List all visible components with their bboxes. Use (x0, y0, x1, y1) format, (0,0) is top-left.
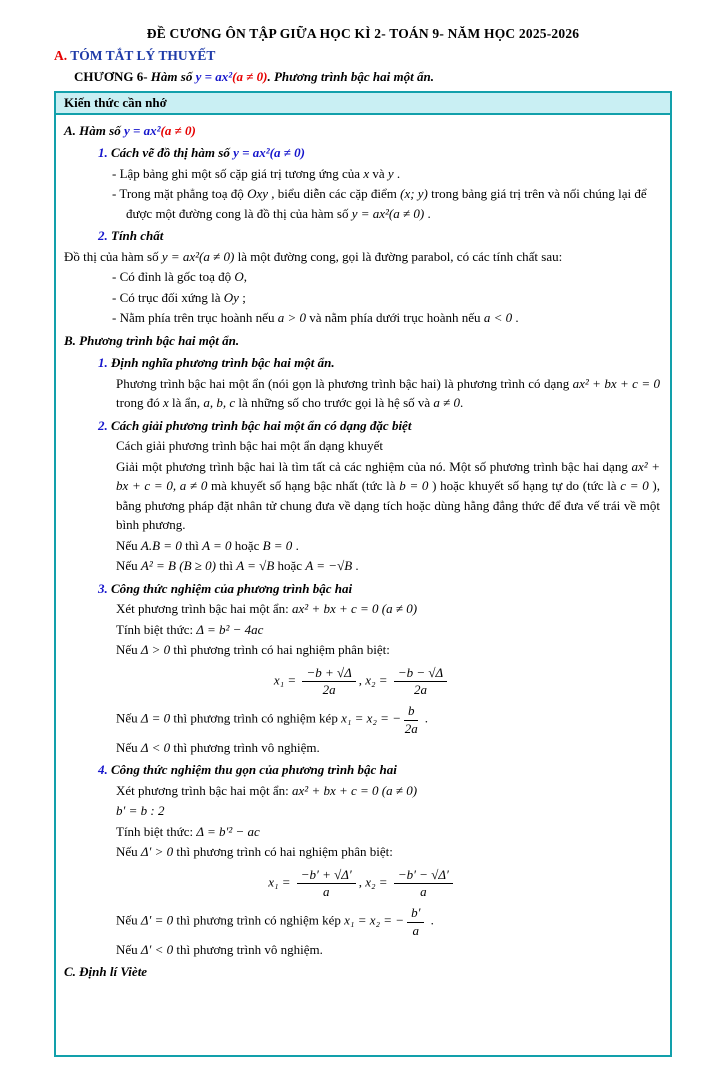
text-run: và (369, 165, 388, 181)
text-run: 3. (98, 580, 108, 596)
text-run: thì phương trình vô nghiệm. (173, 941, 323, 957)
paragraph (64, 703, 660, 737)
text-run: CHƯƠNG 6- (74, 69, 151, 85)
text-run: O (234, 269, 244, 285)
text-run: Oxy (247, 186, 268, 202)
text-run: . (424, 205, 431, 221)
formula-line (64, 801, 660, 821)
text-run: Nếu (116, 537, 141, 553)
bullet-item (64, 267, 660, 287)
fraction: $\frac{-b' + √\Delta'}{a}$ (297, 867, 356, 901)
paragraph (64, 436, 660, 456)
text-run: Δ′ < 0 (140, 941, 174, 957)
item-heading (64, 226, 660, 246)
text-run: . Phương trình bậc hai một ẩn. (267, 69, 434, 85)
text-run: y (387, 165, 394, 181)
text-run: hoặc (231, 537, 263, 553)
formula-line (64, 822, 660, 842)
text-run: Đồ thị của hàm số (64, 248, 162, 264)
text-run: Cách vẽ đồ thị hàm số (107, 145, 234, 161)
text-run: (a ≠ 0) (160, 122, 196, 138)
bullet-item (64, 308, 660, 328)
text-run: thì phương trình có nghiệm kép (173, 912, 345, 928)
text-run: Nếu (116, 844, 141, 860)
text-run: , x₂ = (358, 672, 391, 688)
text-run: Nếu (116, 739, 141, 755)
text-run: x₁ = x₂ = − (341, 710, 401, 726)
text-run: Xét phương trình bậc hai một ẩn: (116, 782, 293, 798)
text-run: - Nằm phía trên trục hoành nếu (112, 310, 278, 326)
text-run: ax² + bx + c = 0, a ≠ 0 (116, 458, 660, 494)
item-heading (64, 760, 660, 780)
text-run: Nếu (116, 941, 141, 957)
fraction: $\frac{-b + √\Delta}{2a}$ (302, 665, 355, 699)
paragraph (64, 599, 660, 619)
text-run: A = −√B (305, 558, 353, 574)
viete-section-heading (64, 962, 660, 982)
text-run: là ẩn, (168, 395, 204, 411)
text-run: , x₂ = (358, 874, 391, 890)
formula-row (64, 867, 660, 901)
text-run: Xét phương trình bậc hai một ẩn: (116, 601, 293, 617)
text-run: x₁ = (273, 672, 300, 688)
text-run: Công thức nghiệm của phương trình bậc hai (107, 580, 353, 596)
text-run: Công thức nghiệm thu gọn của phương trình bậc hai (107, 762, 397, 778)
text-run: A² = B (140, 558, 176, 574)
section-a-heading (54, 46, 672, 66)
knowledge-box-header: Kiến thức cần nhớ (56, 93, 670, 115)
text-run: hoặc (274, 558, 306, 574)
text-run: C. Định lí Viète (64, 964, 148, 980)
text-run: y = ax² (123, 122, 161, 138)
text-run: , biểu diễn các cặp điểm (268, 186, 401, 202)
fraction: $\frac{-b' - √\Delta'}{a}$ (394, 867, 453, 901)
text-run: Oy (223, 289, 239, 305)
quadratic-section-heading (64, 331, 660, 351)
text-run: trong bảng giá trị trên và nối chúng lại để được một đường cong là đồ thị của hàm số (126, 186, 647, 221)
bullet-item (64, 288, 660, 308)
paragraph (64, 781, 660, 801)
text-run: y = ax²(a ≠ 0) (351, 205, 425, 221)
text-run: . (460, 395, 464, 411)
text-run: a < 0 (483, 310, 513, 326)
text-run: Định nghĩa phương trình bậc hai một ẩn. (107, 355, 335, 371)
note-line (64, 536, 660, 556)
fraction: $\frac{b'}{a}$ (407, 905, 424, 939)
text-run: A. Hàm số (64, 122, 124, 138)
text-run: Δ′ > 0 (140, 844, 174, 860)
bullet-item (64, 164, 660, 184)
text-run: Nếu (116, 642, 141, 658)
text-run: TÓM TẮT LÝ THUYẾT (67, 48, 216, 63)
text-run: y = ax²(a ≠ 0) (161, 248, 235, 264)
text-run: Cách giải phương trình bậc hai một ẩn dạng khuyết (116, 438, 383, 454)
item-heading (64, 353, 660, 373)
fraction: $\frac{-b - √\Delta}{2a}$ (394, 665, 447, 699)
text-run: y = ax²(a ≠ 0) (233, 145, 305, 161)
text-run: - Trong mặt phẳng toạ độ (112, 186, 248, 202)
paragraph (64, 374, 660, 413)
text-run: - Lập bảng ghi một số cặp giá trị tương ứng của (112, 165, 364, 181)
text-run: Tính biệt thức: (116, 823, 197, 839)
text-run: trong đó (116, 395, 163, 411)
text-run: a, b, c (203, 395, 236, 411)
text-run: (x; y) (400, 186, 428, 202)
text-run: 1. (98, 145, 108, 161)
text-run: ax² + bx + c = 0 (a ≠ 0) (292, 601, 418, 617)
paragraph (64, 842, 660, 862)
text-run: ax² + bx + c = 0 (a ≠ 0) (292, 782, 418, 798)
text-run: 4. (98, 762, 108, 778)
func-section-heading (64, 121, 660, 141)
text-run: . (421, 710, 428, 726)
formula-row (64, 665, 660, 699)
text-run: . (292, 537, 299, 553)
text-run: Δ = 0 (140, 710, 171, 726)
chapter-heading (54, 67, 672, 87)
text-run: . (352, 558, 359, 574)
text-run: Tính biệt thức: (116, 621, 197, 637)
paragraph (64, 738, 660, 758)
text-run: b = 0 (399, 478, 429, 494)
text-run: a > 0 (277, 310, 306, 326)
formula-line (64, 620, 660, 640)
paragraph (64, 247, 660, 267)
text-run: A = √B (236, 558, 275, 574)
item-heading (64, 416, 660, 436)
text-run: Giải một phương trình bậc hai là tìm tất cả các nghiệm của nó. Một số phương trình bậc hai dạng (116, 458, 632, 474)
item-heading (64, 579, 660, 599)
text-run: Δ = b² − 4ac (196, 621, 264, 637)
text-run: - Có đỉnh là gốc toạ độ (112, 269, 235, 285)
text-run: thì phương trình có nghiệm kép (170, 710, 342, 726)
note-line (64, 556, 660, 576)
text-run: ) hoặc khuyết số hạng tự do (tức là (428, 478, 621, 494)
text-run: là những số cho trước gọi là hệ số và (235, 395, 434, 411)
text-run: thì phương trình vô nghiệm. (170, 739, 320, 755)
text-run: Δ′ = 0 (140, 912, 174, 928)
text-run: - Có trục đối xứng là (112, 289, 224, 305)
text-run: (a ≠ 0) (232, 69, 268, 85)
text-run: B = 0 (262, 537, 293, 553)
text-run: ; (238, 289, 246, 305)
text-run: , (243, 269, 248, 285)
fraction: $\frac{b}{2a}$ (404, 703, 418, 736)
bullet-item (64, 184, 660, 223)
text-run: A.B = 0 (140, 537, 182, 553)
text-run: A = 0 (202, 537, 232, 553)
text-run: Cách giải phương trình bậc hai một ẩn có dạng đặc biệt (107, 417, 412, 433)
text-run: a ≠ 0 (433, 395, 461, 411)
text-run: . (393, 165, 401, 181)
item-heading (64, 143, 660, 163)
text-run: Tính chất (107, 228, 164, 244)
paragraph (64, 457, 660, 535)
paragraph (64, 940, 660, 960)
text-run: Nếu (116, 912, 141, 928)
header-section (54, 46, 672, 87)
text-run: (B ≥ 0) (175, 558, 216, 574)
knowledge-box (54, 91, 672, 1057)
text-run: và nằm phía dưới trục hoành nếu (305, 310, 484, 326)
text-run: x (363, 165, 370, 181)
paragraph (64, 640, 660, 660)
text-run: thì phương trình có hai nghiệm phân biệt: (170, 642, 390, 658)
text-run: B. Phương trình bậc hai một ẩn. (64, 332, 240, 348)
text-run: mà khuyết số hạng bậc nhất (tức là (207, 478, 400, 494)
text-run: Phương trình bậc hai một ẩn (nói gọn là phương trình bậc hai) là phương trình có dạng (116, 375, 573, 391)
knowledge-box-body (56, 115, 670, 1055)
text-run: 2. (98, 228, 108, 244)
text-run: thì (181, 537, 203, 553)
text-run: b′ = b : 2 (116, 803, 165, 819)
text-run: 2. (98, 417, 108, 433)
text-run: A. (54, 48, 68, 63)
text-run: 1. (98, 355, 108, 371)
text-run: c = 0 (620, 478, 649, 494)
text-run: x (162, 395, 169, 411)
document-title: ĐỀ CƯƠNG ÔN TẬP GIỮA HỌC KÌ 2- TOÁN 9- NĂM HỌC 2025-2026 (146, 26, 580, 41)
text-run: Nếu (116, 558, 141, 574)
text-run: . (427, 912, 434, 928)
text-run: Δ < 0 (140, 739, 171, 755)
text-run: Hàm số (150, 69, 196, 85)
text-run: ax² + bx + c = 0 (572, 375, 661, 391)
text-run: Δ > 0 (140, 642, 171, 658)
paragraph (64, 905, 660, 939)
text-run: x₁ = x₂ = − (344, 912, 405, 928)
text-run: . (512, 310, 519, 326)
text-run: là một đường cong, gọi là đường parabol, có các tính chất sau: (234, 248, 563, 264)
text-run: thì phương trình có hai nghiệm phân biệt: (173, 844, 393, 860)
text-run: thì (215, 558, 237, 574)
text-run: y = ax² (195, 69, 233, 85)
text-run: Δ = b′² − ac (196, 823, 260, 839)
text-run: Nếu (116, 710, 141, 726)
text-run: x₁ = (268, 874, 294, 890)
text-run: ), bằng phương pháp đặt nhân tử chung đưa về dạng tích hoặc dùng hằng đẳng thức để đưa vế trái về một bình phương. (116, 478, 660, 533)
